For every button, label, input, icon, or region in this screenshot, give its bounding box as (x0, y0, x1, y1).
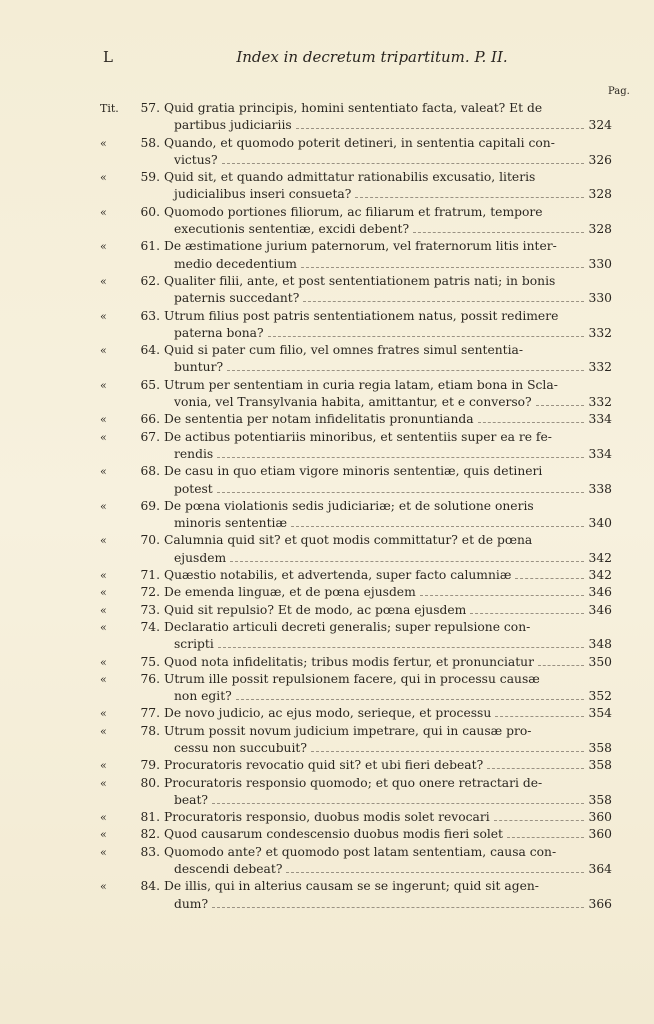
entry-number: 71. (140, 568, 160, 583)
index-entry (100, 135, 612, 170)
dot-leader (355, 196, 584, 198)
entry-prefix: « (100, 499, 107, 513)
entry-prefix: « (100, 309, 107, 323)
entry-continuation: rendis (174, 446, 214, 461)
entry-number: 77. (140, 706, 160, 721)
index-entry (100, 567, 612, 584)
dot-leader (495, 715, 584, 717)
dot-leader (217, 491, 584, 493)
entry-prefix: « (100, 759, 107, 773)
entry-text-block (164, 273, 612, 308)
entry-number: 58. (140, 135, 160, 150)
entry-title: De illis, qui in alterius causam se se ingerunt; quid sit agen- (164, 879, 539, 894)
entry-page-number: 358 (588, 740, 612, 755)
entry-number: 62. (140, 273, 160, 288)
entry-continuation-line (164, 290, 612, 307)
entry-page-number: 352 (588, 689, 612, 704)
entry-continuation: paternis succedant? (174, 291, 300, 306)
entry-text-block (164, 135, 612, 170)
index-entry (100, 619, 612, 654)
index-entry (100, 654, 612, 671)
entry-continuation-line (164, 515, 612, 532)
entry-title: Calumnia quid sit? et quot modis committatur? et de pœna (164, 533, 533, 548)
entry-single-line (164, 757, 612, 774)
entry-title: Procuratoris responsio quomodo; et quo onere retractari de- (164, 775, 543, 790)
entry-text-block (164, 429, 612, 464)
entry-number: 63. (140, 308, 160, 323)
dot-leader (236, 698, 584, 700)
index-entry (100, 273, 612, 308)
entry-continuation: ejusdem (174, 550, 227, 565)
dot-leader (212, 802, 584, 804)
index-entry (100, 584, 612, 601)
entry-page-number: 346 (588, 585, 612, 600)
entry-single-line (164, 705, 612, 722)
entry-title: Procuratoris revocatio quid sit? et ubi fieri debeat? (164, 758, 484, 773)
entry-page-number: 332 (588, 360, 612, 375)
dot-leader (227, 369, 584, 371)
entry-page-number: 328 (588, 222, 612, 237)
entry-continuation: buntur? (174, 360, 224, 375)
entry-page-number: 358 (588, 792, 612, 807)
entry-title: De sententia per notam infidelitatis pronuntianda (164, 412, 474, 427)
index-entry (100, 723, 612, 758)
dot-leader (301, 266, 584, 268)
entry-number: 57. (140, 101, 160, 115)
entry-text-block (164, 377, 612, 412)
entry-single-line (164, 584, 612, 601)
dot-leader (420, 594, 584, 596)
entry-title: Declaratio articuli decreti generalis; super repulsione con- (164, 619, 531, 634)
page-column-label: Pag. (608, 86, 630, 97)
entry-continuation-line (164, 688, 612, 705)
entry-page-number: 342 (588, 568, 612, 583)
entry-number: 80. (140, 775, 160, 790)
entry-prefix: « (100, 569, 107, 583)
entry-title: Utrum ille possit repulsionem facere, qui in processu causæ (164, 671, 540, 686)
dot-leader (230, 560, 584, 562)
entry-title: Quid sit repulsio? Et de modo, ac pœna ejusdem (164, 602, 467, 617)
index-entry (100, 878, 612, 913)
entry-number: 64. (140, 343, 160, 358)
entry-continuation-line (164, 186, 612, 203)
entry-text-block (164, 757, 612, 774)
entry-page-number: 348 (588, 637, 612, 652)
entry-page-number: 330 (588, 291, 612, 306)
entry-continuation-line (164, 636, 612, 653)
entry-page-number: 330 (588, 256, 612, 271)
entry-page-number: 340 (588, 516, 612, 531)
entry-number: 83. (140, 844, 160, 859)
entry-prefix: « (100, 240, 107, 254)
entry-title: Quando, et quomodo poterit detineri, in sententia capitali con- (164, 135, 555, 150)
entry-continuation-line (164, 325, 612, 342)
entry-single-line (164, 602, 612, 619)
entry-title: Quid si pater cum filio, vel omnes fratres simul sententia- (164, 343, 524, 358)
entry-number: 84. (140, 879, 160, 894)
entry-continuation-line (164, 861, 612, 878)
entry-text-block (164, 844, 612, 879)
entry-number: 70. (140, 533, 160, 548)
dot-leader (487, 767, 584, 769)
index-entry (100, 169, 612, 204)
entry-single-line (164, 567, 612, 584)
entry-text-block (164, 100, 612, 135)
entry-page-number: 324 (588, 118, 612, 133)
entry-prefix: « (100, 413, 107, 427)
entry-text-block (164, 498, 612, 533)
entry-continuation: executionis sententiæ, excidi debent? (174, 222, 410, 237)
index-entry (100, 602, 612, 619)
entry-continuation-line (164, 446, 612, 463)
entry-continuation: scripti (174, 637, 214, 652)
dot-leader (286, 871, 584, 873)
entry-number: 74. (140, 619, 160, 634)
entry-title: Utrum filius post patris sententiationem natus, possit redimere (164, 308, 559, 323)
entry-prefix: « (100, 672, 107, 686)
folio-number: L (103, 48, 114, 66)
entry-continuation: paterna bona? (174, 325, 264, 340)
entry-title: De pœna violationis sedis judiciariæ; et de solutione oneris (164, 498, 534, 513)
entry-text-block (164, 878, 612, 913)
entry-text-block (164, 204, 612, 239)
entry-text-block (164, 238, 612, 273)
entry-prefix: « (100, 274, 107, 288)
dot-leader (218, 646, 584, 648)
index-entry (100, 463, 612, 498)
entry-number: 61. (140, 239, 160, 254)
entry-number: 65. (140, 377, 160, 392)
entry-title: Quomodo ante? et quomodo post latam sententiam, causa con- (164, 844, 557, 859)
entry-page-number: 346 (588, 602, 612, 617)
entry-continuation: minoris sententiæ (174, 516, 288, 531)
entry-title: Qualiter filii, ante, et post sententiationem patris nati; in bonis (164, 273, 556, 288)
entry-page-number: 338 (588, 481, 612, 496)
entry-title: Utrum per sententiam in curia regia latam, etiam bona in Scla- (164, 377, 558, 392)
index-entry (100, 308, 612, 343)
entry-prefix: Tit. (100, 102, 119, 115)
entry-number: 72. (140, 585, 160, 600)
entry-text-block (164, 411, 612, 428)
entry-continuation-line (164, 152, 612, 169)
entry-prefix: « (100, 586, 107, 600)
entry-page-number: 360 (588, 810, 612, 825)
entry-number: 69. (140, 498, 160, 513)
entry-number: 66. (140, 412, 160, 427)
entry-number: 68. (140, 464, 160, 479)
index-entry (100, 757, 612, 774)
entry-title: Quod causarum condescensio duobus modis fieri solet (164, 827, 503, 842)
entry-continuation: medio decedentium (174, 256, 297, 271)
entry-text-block (164, 671, 612, 706)
entry-number: 82. (140, 827, 160, 842)
entry-single-line (164, 809, 612, 826)
entry-text-block (164, 654, 612, 671)
entry-page-number: 332 (588, 395, 612, 410)
entry-prefix: « (100, 776, 107, 790)
dot-leader (268, 335, 584, 337)
entry-title: De actibus potentiariis minoribus, et sententiis super ea re fe- (164, 429, 552, 444)
entry-continuation: judicialibus inseri consueta? (174, 187, 352, 202)
entry-title: De casu in quo etiam vigore minoris sententiæ, quis detineri (164, 464, 543, 479)
entry-page-number: 350 (588, 654, 612, 669)
dot-leader (291, 525, 584, 527)
entry-prefix: « (100, 707, 107, 721)
index-entry (100, 775, 612, 810)
entry-title: Quod nota infidelitatis; tribus modis fertur, et pronunciatur (164, 654, 534, 669)
entry-page-number: 332 (588, 325, 612, 340)
entry-continuation-line (164, 896, 612, 913)
entry-continuation-line (164, 481, 612, 498)
entry-number: 81. (140, 810, 160, 825)
entry-text-block (164, 809, 612, 826)
index-entry (100, 671, 612, 706)
entry-page-number: 326 (588, 152, 612, 167)
entry-text-block (164, 308, 612, 343)
dot-leader (470, 612, 584, 614)
entry-single-line (164, 411, 612, 428)
entry-continuation: cessu non succubuit? (174, 740, 307, 755)
entry-continuation-line (164, 792, 612, 809)
entry-continuation: descendi debeat? (174, 862, 283, 877)
entry-continuation: dum? (174, 896, 209, 911)
dot-leader (536, 404, 584, 406)
entry-prefix: « (100, 465, 107, 479)
entry-page-number: 334 (588, 446, 612, 461)
entry-continuation-line (164, 550, 612, 567)
index-entry (100, 498, 612, 533)
dot-leader (507, 836, 584, 838)
entry-text-block (164, 463, 612, 498)
entry-title: Quid gratia principis, homini sententiato facta, valeat? Et de (164, 101, 543, 115)
entry-title: De æstimatione jurium paternorum, vel fraternorum litis inter- (164, 239, 557, 254)
entry-page-number: 360 (588, 827, 612, 842)
entry-number: 76. (140, 671, 160, 686)
entry-number: 75. (140, 654, 160, 669)
entry-text-block (164, 169, 612, 204)
entry-number: 67. (140, 429, 160, 444)
entry-prefix: « (100, 620, 107, 634)
entry-title: Utrum possit novum judicium impetrare, qui in causæ pro- (164, 723, 532, 738)
entry-continuation-line (164, 394, 612, 411)
entry-continuation-line (164, 256, 612, 273)
entry-single-line (164, 654, 612, 671)
entry-prefix: « (100, 378, 107, 392)
entry-prefix: « (100, 845, 107, 859)
entry-title: De novo judicio, ac ejus modo, serieque, et processu (164, 706, 492, 721)
dot-leader (538, 664, 584, 666)
running-title: Index in decretum tripartitum. P. II. (236, 48, 508, 66)
index-entry (100, 100, 612, 135)
entry-number: 79. (140, 758, 160, 773)
dot-leader (494, 819, 584, 821)
entry-text-block (164, 723, 612, 758)
entry-text-block (164, 705, 612, 722)
entry-page-number: 354 (588, 706, 612, 721)
entry-text-block (164, 342, 612, 377)
entry-prefix: « (100, 534, 107, 548)
index-entry (100, 411, 612, 428)
entry-page-number: 364 (588, 862, 612, 877)
entry-page-number: 358 (588, 758, 612, 773)
entry-text-block (164, 602, 612, 619)
entry-page-number: 342 (588, 550, 612, 565)
dot-leader (212, 906, 584, 908)
entry-number: 60. (140, 204, 160, 219)
entry-prefix: « (100, 344, 107, 358)
entry-text-block (164, 775, 612, 810)
dot-leader (296, 127, 584, 129)
index-entry (100, 204, 612, 239)
entry-continuation: vonia, vel Transylvania habita, amittantur, et e converso? (174, 395, 532, 410)
entry-title: Quæstio notabilis, et advertenda, super facto calumniæ (164, 568, 512, 583)
entry-prefix: « (100, 205, 107, 219)
entry-title: Procuratoris responsio, duobus modis solet revocari (164, 810, 490, 825)
entry-text-block (164, 619, 612, 654)
entry-continuation-line (164, 117, 612, 134)
entry-prefix: « (100, 136, 107, 150)
entry-text-block (164, 532, 612, 567)
entry-continuation: non egit? (174, 689, 232, 704)
index-entries (100, 100, 612, 913)
entry-prefix: « (100, 171, 107, 185)
entry-single-line (164, 826, 612, 843)
dot-leader (222, 162, 584, 164)
dot-leader (478, 421, 584, 423)
index-entry (100, 826, 612, 843)
dot-leader (311, 750, 584, 752)
index-entry (100, 342, 612, 377)
dot-leader (303, 300, 584, 302)
index-entry (100, 809, 612, 826)
entry-text-block (164, 567, 612, 584)
entry-page-number: 328 (588, 187, 612, 202)
entry-title: Quomodo portiones filiorum, ac filiarum et fratrum, tempore (164, 204, 543, 219)
entry-continuation-line (164, 740, 612, 757)
entry-text-block (164, 826, 612, 843)
entry-prefix: « (100, 811, 107, 825)
entry-title: De emenda linguæ, et de pœna ejusdem (164, 585, 416, 600)
entry-continuation-line (164, 359, 612, 376)
index-entry (100, 844, 612, 879)
entry-continuation: victus? (174, 152, 218, 167)
entry-number: 59. (140, 170, 160, 185)
entry-continuation-line (164, 221, 612, 238)
entry-prefix: « (100, 828, 107, 842)
dot-leader (515, 577, 584, 579)
entry-continuation: beat? (174, 792, 209, 807)
entry-prefix: « (100, 430, 107, 444)
entry-text-block (164, 584, 612, 601)
index-entry (100, 377, 612, 412)
index-entry (100, 705, 612, 722)
entry-number: 73. (140, 602, 160, 617)
entry-continuation: potest (174, 481, 213, 496)
entry-prefix: « (100, 655, 107, 669)
entry-page-number: 334 (588, 412, 612, 427)
dot-leader (413, 231, 584, 233)
index-entry (100, 532, 612, 567)
index-entry (100, 429, 612, 464)
entry-number: 78. (140, 723, 160, 738)
entry-prefix: « (100, 603, 107, 617)
entry-prefix: « (100, 880, 107, 894)
entry-title: Quid sit, et quando admittatur rationabilis excusatio, literis (164, 170, 536, 185)
index-entry (100, 238, 612, 273)
entry-prefix: « (100, 724, 107, 738)
dot-leader (217, 456, 584, 458)
entry-continuation: partibus judiciariis (174, 118, 292, 133)
entry-page-number: 366 (588, 896, 612, 911)
